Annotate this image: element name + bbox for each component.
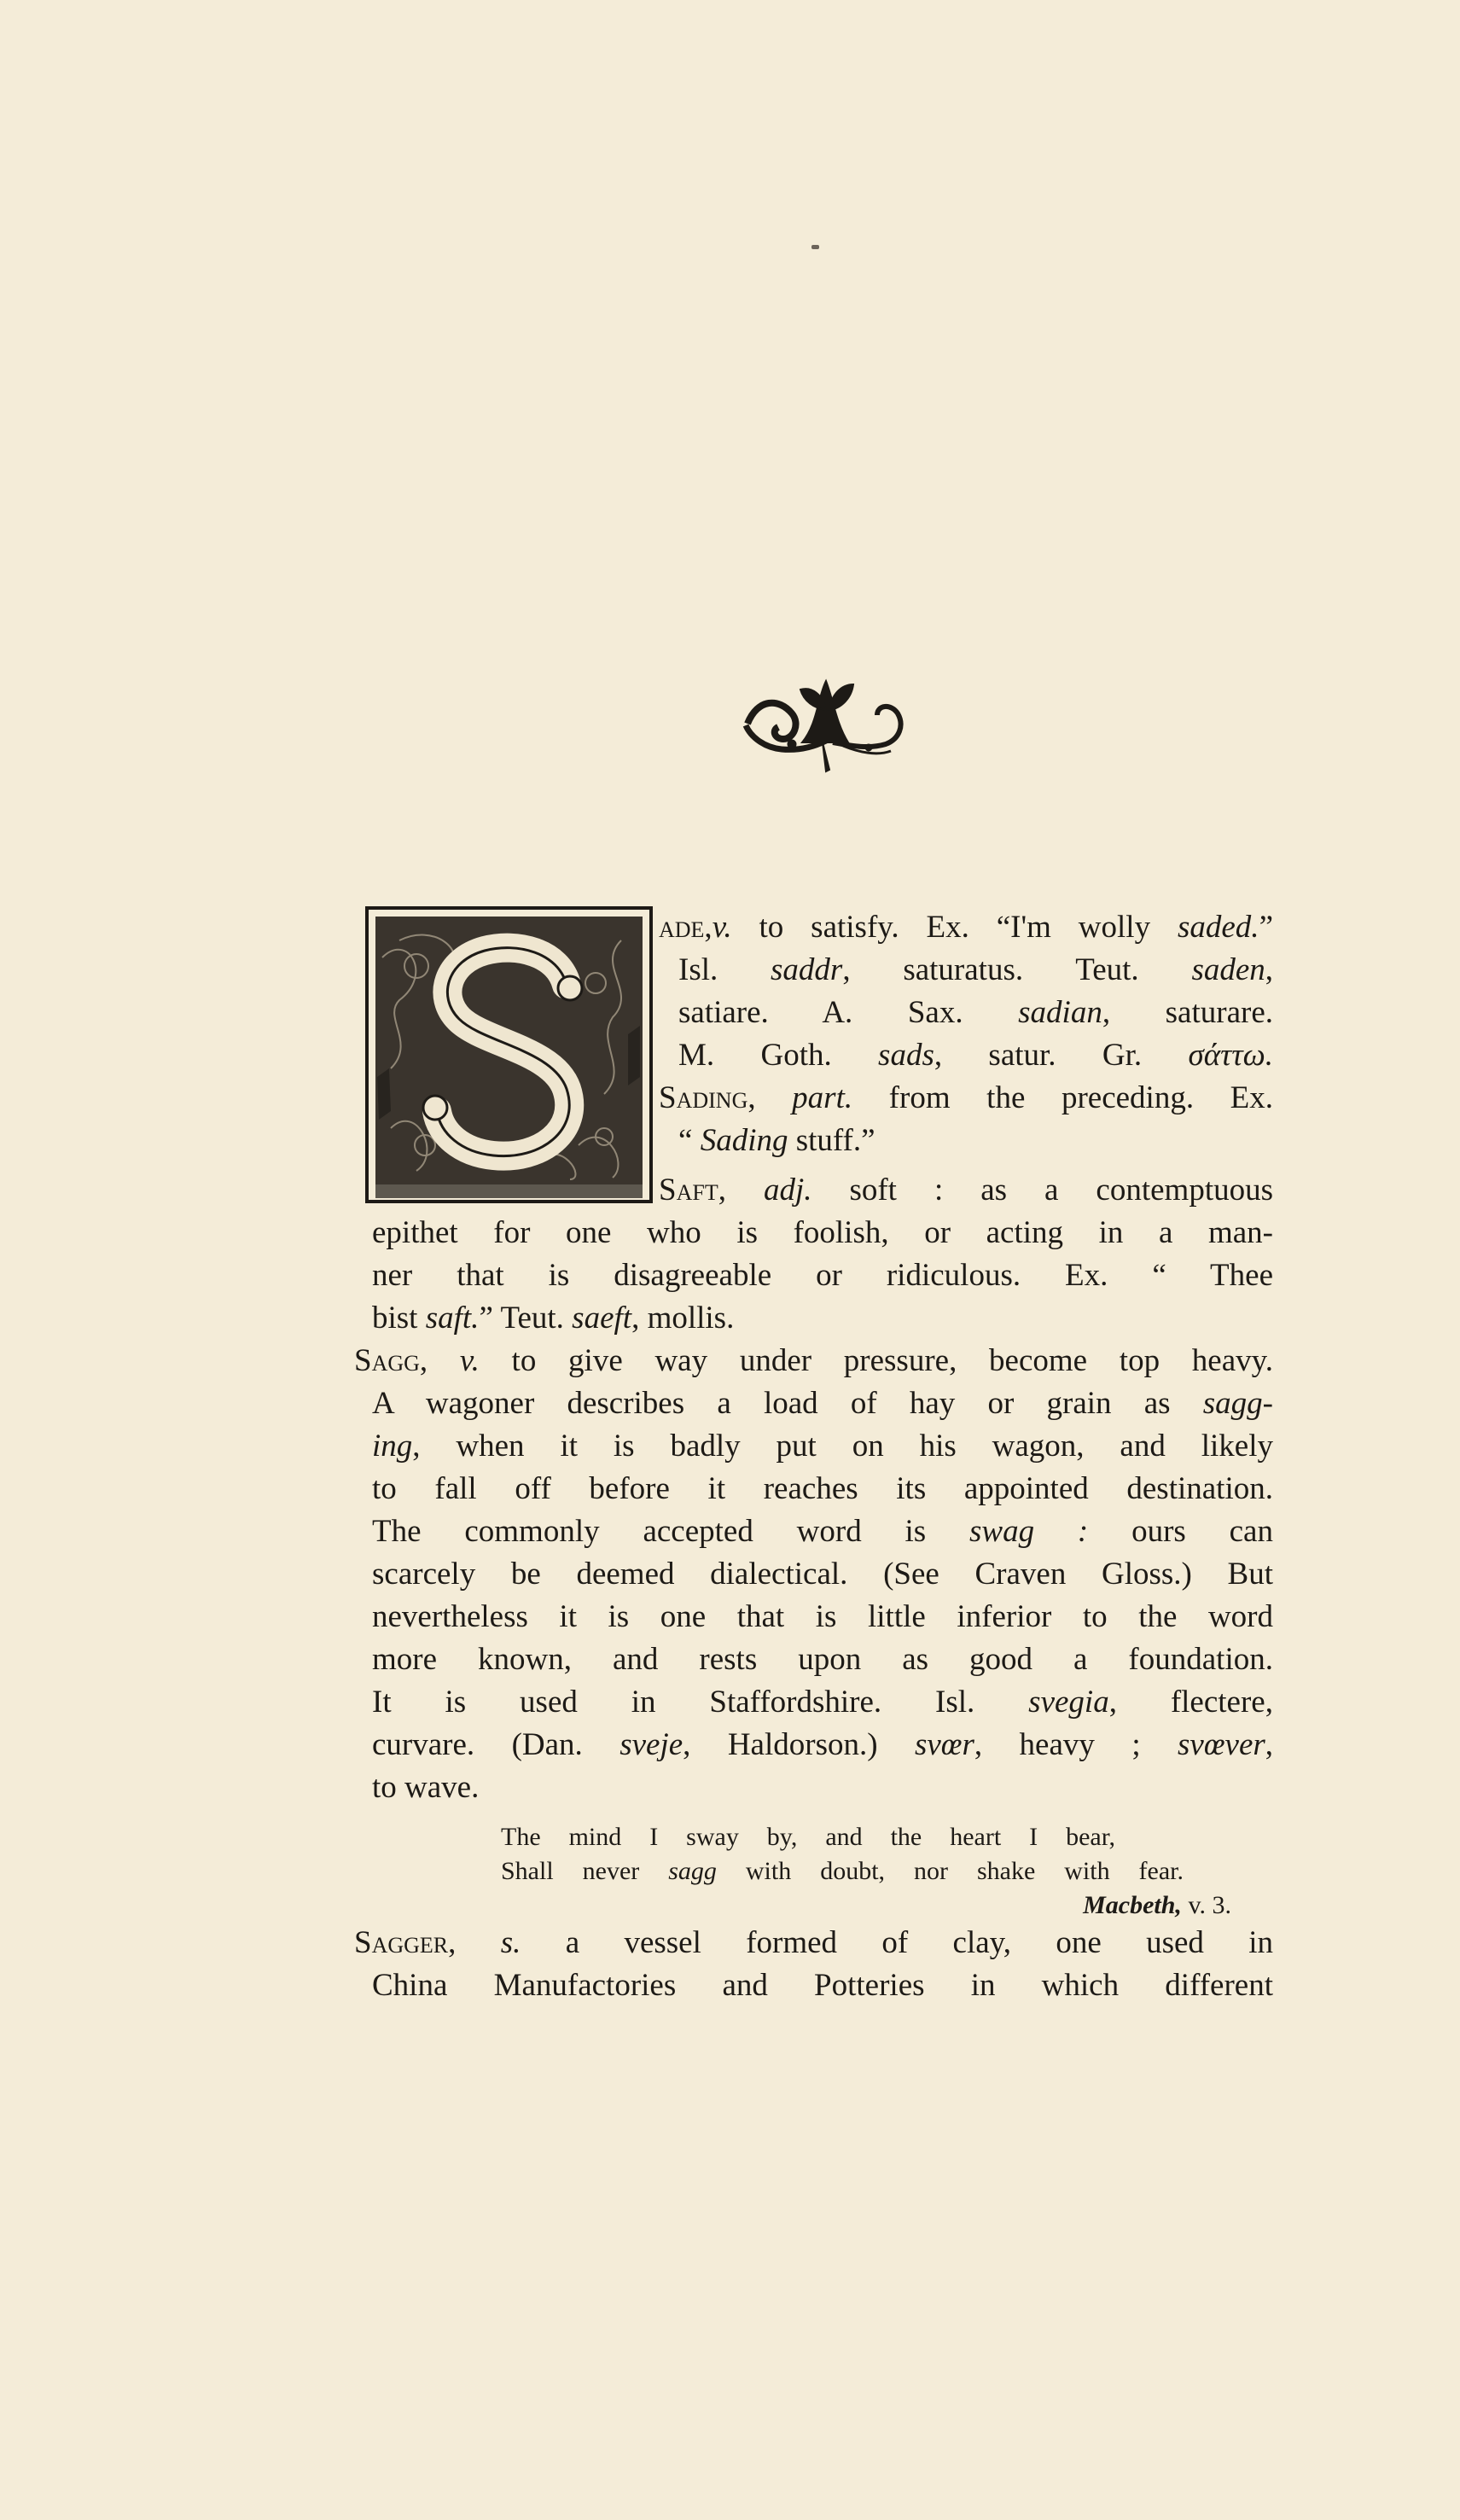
text-span: The mind I sway by, and the heart I bear, <box>501 1823 1115 1851</box>
text-span: to wave. <box>372 1770 480 1805</box>
text-span: v. <box>459 1343 480 1378</box>
text-span: s. <box>500 1925 521 1960</box>
text-span: to fall off before it reaches its appointed destination. <box>372 1471 1273 1506</box>
entry-sagg-line-1 <box>354 1340 1273 1382</box>
floral-ornament-icon <box>741 664 908 773</box>
text-span: , <box>1265 1727 1274 1762</box>
text-span: curvare. (Dan. <box>372 1727 620 1762</box>
entry-saft-line-2 <box>372 1212 1273 1254</box>
text-span: σάττω. <box>1188 1038 1273 1073</box>
text-span: , <box>1265 952 1274 987</box>
text-span: part. <box>792 1080 853 1115</box>
text-span: , satur. Gr. <box>934 1038 1189 1073</box>
text-span: sadian <box>1018 995 1102 1030</box>
entry-sagg-line-6 <box>372 1553 1273 1596</box>
entry-saft-line-3 <box>372 1254 1273 1297</box>
text-span: stuff.” <box>788 1123 875 1158</box>
entry-sagger-line-1 <box>354 1922 1273 1964</box>
entry-saft-line-4 <box>372 1297 1273 1340</box>
entry-saft-line-1 <box>659 1169 1273 1212</box>
text-span: from the preceding. Ex. <box>852 1080 1274 1115</box>
text-span: a vessel formed of clay, one used in <box>521 1925 1273 1960</box>
text-span: ours can <box>1088 1514 1273 1549</box>
text-span: sagg- <box>1202 1386 1273 1421</box>
entry-sade-headword: ade, <box>659 910 713 945</box>
entry-sade-pos: v. <box>712 910 732 945</box>
entry-sagg-line-2 <box>372 1382 1273 1425</box>
entry-sade-definition: to satisfy. Ex. “I'm wolly <box>731 910 1178 945</box>
entry-sade-line-2 <box>678 949 1273 992</box>
entry-sade-example: saded. <box>1177 910 1259 945</box>
text-span: svegia <box>1028 1685 1109 1720</box>
entry-sade-quote-close: ” <box>1259 910 1273 945</box>
entry-sading-line-2 <box>678 1120 1273 1162</box>
text-span: soft : as a contemptuous <box>811 1173 1273 1208</box>
entry-sagg-line-9 <box>372 1681 1273 1724</box>
entry-sade-line-3 <box>678 992 1273 1034</box>
quotation-line-2 <box>501 1854 1184 1889</box>
text-span: , saturatus. Teut. <box>842 952 1192 987</box>
text-span: ing <box>372 1429 413 1464</box>
text-span: saddr <box>771 952 843 987</box>
text-span: saft. <box>425 1301 480 1336</box>
text-span: with doubt, nor shake with fear. <box>716 1857 1184 1885</box>
text-span: “ <box>678 1123 701 1158</box>
quotation-source <box>939 1889 1231 1923</box>
entry-sagger-line-2 <box>372 1964 1273 2007</box>
entry-sade-line-4 <box>678 1034 1273 1077</box>
text-span: M. Goth. <box>678 1038 879 1073</box>
ink-speck <box>811 245 819 249</box>
entry-sading-line-1 <box>659 1077 1273 1120</box>
text-span: svœr <box>914 1727 974 1762</box>
text-span: sveje <box>619 1727 683 1762</box>
entry-sagg-line-3 <box>372 1425 1273 1468</box>
entry-sagg-line-10 <box>372 1724 1273 1766</box>
entry-sagg-headword: Sagg, <box>354 1343 428 1378</box>
text-span: Macbeth, <box>1083 1891 1182 1919</box>
text-span: more known, and rests upon as good a foundation. <box>372 1642 1273 1677</box>
entry-sagg-line-8 <box>372 1638 1273 1681</box>
decorated-initial-s <box>365 906 653 1203</box>
text-span: saeft <box>572 1301 632 1336</box>
text-span: ” Teut. <box>479 1301 573 1336</box>
text-span: Shall never <box>501 1857 669 1885</box>
text-span: scarcely be deemed dialectical. (See Craven Gloss.) But <box>372 1557 1273 1592</box>
quotation-line-1 <box>501 1820 1115 1854</box>
text-span: , mollis. <box>631 1301 735 1336</box>
text-span: swag : <box>969 1514 1089 1549</box>
entry-sagg-line-4 <box>372 1468 1273 1510</box>
entry-sagger-headword: Sagger, <box>354 1925 457 1960</box>
text-span: , Haldorson.) <box>683 1727 915 1762</box>
text-span: ner that is disagreeable or ridiculous. Ex. “ Thee <box>372 1258 1273 1293</box>
text-span: v. 3. <box>1181 1891 1231 1919</box>
text-span: China Manufactories and Potteries in which different <box>372 1968 1273 2003</box>
text-span: , heavy ; <box>974 1727 1178 1762</box>
text-span: epithet for one who is foolish, or acting in a man- <box>372 1215 1273 1250</box>
text-span: A wagoner describes a load of hay or grain as <box>372 1386 1203 1421</box>
entry-sagg-line-5 <box>372 1510 1273 1553</box>
text-span: svœver <box>1178 1727 1265 1762</box>
text-span: Isl. <box>678 952 771 987</box>
text-span: adj. <box>763 1173 812 1208</box>
entry-sading-headword: Sading, <box>659 1080 756 1115</box>
text-span: satiare. A. Sax. <box>678 995 1019 1030</box>
text-span: , when it is badly put on his wagon, and likely <box>412 1429 1273 1464</box>
text-span: to give way under pressure, become top heavy. <box>479 1343 1273 1378</box>
text-span: sagg <box>668 1857 717 1885</box>
text-span: bist <box>372 1301 426 1336</box>
entry-sagg-line-7 <box>372 1596 1273 1638</box>
entry-sagg-line-11 <box>372 1766 1273 1809</box>
text-span: The commonly accepted word is <box>372 1514 970 1549</box>
entry-saft-headword: Saft, <box>659 1173 726 1208</box>
text-span: sads <box>878 1038 934 1073</box>
text-span: , saturare. <box>1102 995 1273 1030</box>
text-span: , flectere, <box>1108 1685 1273 1720</box>
text-span: Sading <box>700 1123 788 1158</box>
entry-sade-line-1 <box>659 906 1273 949</box>
text-span: It is used in Staffordshire. Isl. <box>372 1685 1029 1720</box>
text-span: nevertheless it is one that is little inferior to the word <box>372 1599 1273 1634</box>
text-span: saden <box>1191 952 1265 987</box>
